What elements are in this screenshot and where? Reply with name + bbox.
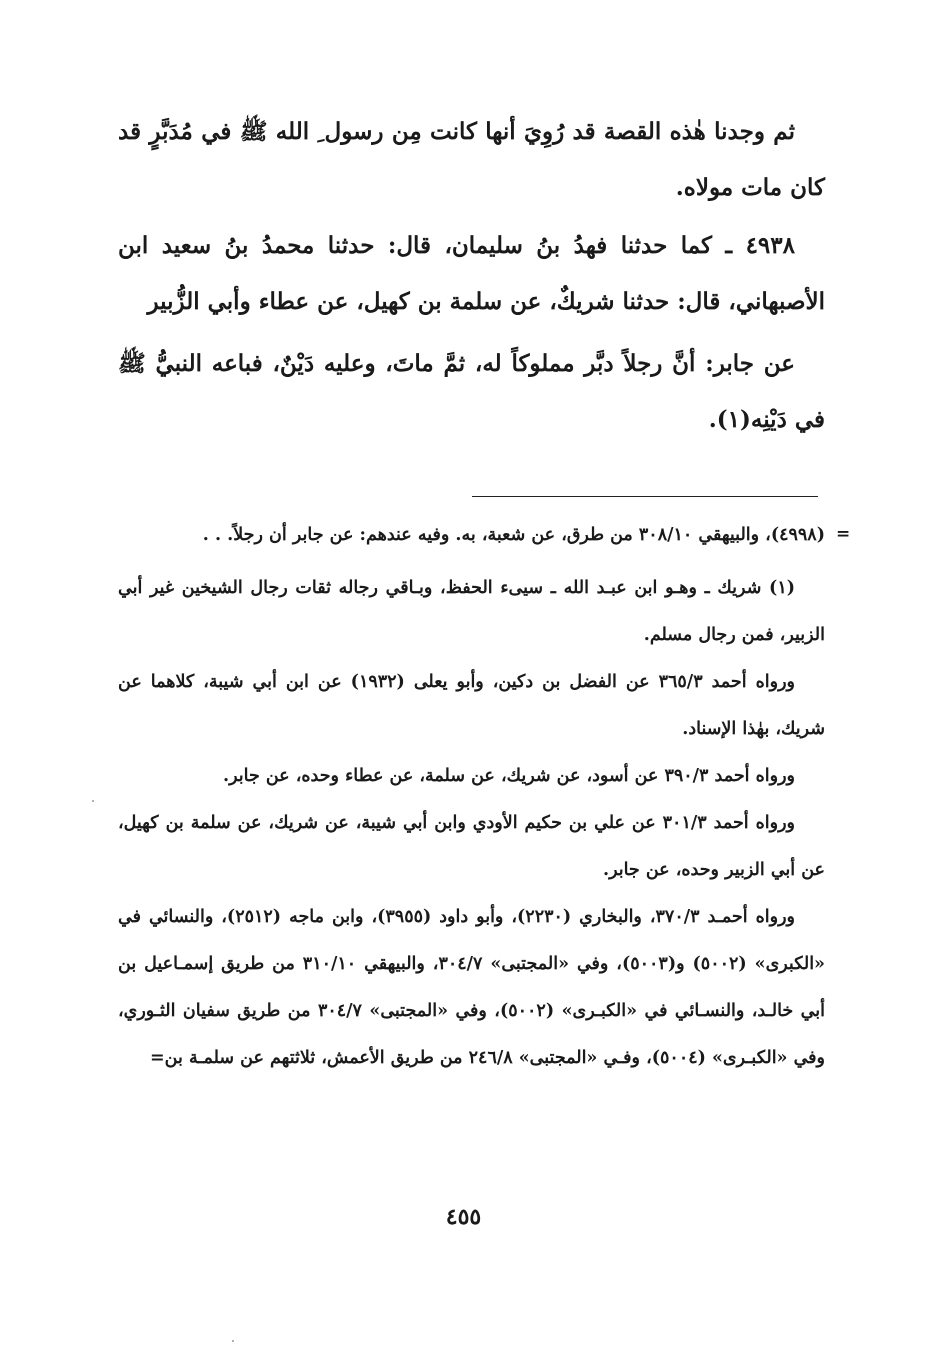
main-paragraph-1: ثم وجدنا هٰذه القصة قد رُوِيَ أنها كانت مِن رسول ِ الله ﷺ في مُدَبَّرٍ قد كان مات مولاه. [118,118,825,201]
footnote-continuation: (٤٩٩٨)، والبيهقي ٣٠٨/١٠ من طرق، عن شعبة، به. وفيه عندهم: عن جابر أن رجلاً. . . [202,525,825,545]
footnotes [118,512,825,1082]
main-text [118,104,825,448]
scan-speck [232,1340,234,1342]
footnote-1-source-a: ورواه أحمد ٣٦٥/٣ عن الفضل بن دكين، وأبو يعلى (١٩٣٢) عن ابن أبي شيبة، كلاهما عن شريك، بهٰذا الإسناد. [118,672,825,739]
scan-speck [92,800,94,802]
footnote-1-source-c: ورواه أحمد ٣٠١/٣ عن علي بن حكيم الأودي وابن أبي شيبة، عن شريك، عن سلمة بن كهيل، عن أبي الزبير وحده، عن جابر. [118,813,825,880]
hadith-4938-matn: عن جابر: أنَّ رجلاً دبَّر مملوكاً له، ثمَّ ماتَ، وعليه دَيْنٌ، فباعه النبيُّ ﷺ في دَيْنِه(١). [118,350,825,433]
page-number: ٤٥٥ [445,1204,482,1230]
footnote-1-source-d: ورواه أحمـد ٣٧٠/٣، والبخاري (٢٢٣٠)، وأبو داود (٣٩٥٥)، وابن ماجه (٢٥١٢)، والنسائي في «الكبرى» (٥٠٠٢) و(٥٠٠٣)، وفي «المجتبى» ٣٠٤/٧، والبيهقي ٣١٠/١٠ من طريق إسمـاعيل بن أبي خالـد، والنسـائي في «الكبـرى» (٥٠٠٢)، وفي «المجتبى» ٣٠٤/٧ من طريق سفيان الثـوري، وفي «الكبـرى» (٥٠٠٤)، وفـي «المجتبى» ٢٤٦/٨ من طريق الأعمش، ثلاثتهم عن سلمـة بن= [118,907,825,1068]
footnote-1-grading: (١) شريك ـ وهـو ابن عبـد الله ـ سيىء الحفظ، وبـاقي رجاله ثقات رجال الشيخين غير أبي الزبير، فمن رجال مسلم. [118,578,825,645]
hadith-4938-chain: ٤٩٣٨ ـ كما حدثنا فهدُ بنُ سليمان، قال: حدثنا محمدُ بنُ سعيد ابن الأصبهاني، قال: حدثنا شريكٌ، عن سلمة بن كهيل، عن عطاء وأبي الزُّبير [118,232,825,315]
footnote-1-source-b: ورواه أحمد ٣٩٠/٣ عن أسود، عن شريك، عن سلمة، عن عطاء وحده، عن جابر. [223,766,795,786]
footnote-continuation-mark: = [836,524,851,544]
footnote-separator [472,496,818,497]
